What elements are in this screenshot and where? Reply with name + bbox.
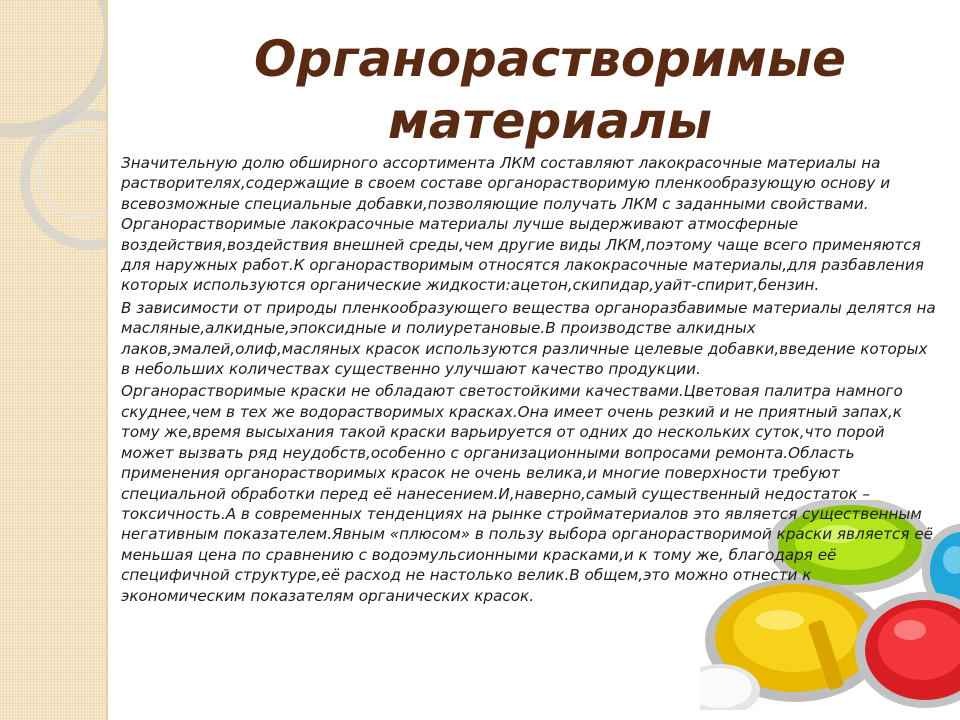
decorative-side-strip	[0, 0, 106, 720]
slide-title	[150, 28, 950, 152]
paragraph: Органорастворимые краски не обладают светостойкими качествами.Цветовая палитра намного скуднее,чем в тех же водорастворимых красках.Она имеет очень резкий и не приятный запах,к тому же,время высыхания такой краски варьируется от одних до нескольких суток,что порой может вызвать ряд неудобств,особенно с организационными вопросами ремонта.Область применения органорастворимых красок не очень велика,и многие поверхности требуют специальной обработки перед её нанесением.И,наверно,самый существенный недостаток – токсичность.А в современных тенденциях на рынке стройматериалов это является существенным негативным показателем.Явным «плюсом» в пользу выбора органорастворимой краски является её меньшая цена по сравнению с водоэмульсионными красками,и к тому же, благодаря её специфичной структуре,её расход не настолько велик.В общем,это можно отнести к экономическим показателям органических красок.	[121, 382, 934, 605]
paragraph: Значительную долю обширного ассортимента ЛКМ составляют лакокрасочные материалы на растворителях,содержащие в своем составе органорастворимую пленкообразующую основу и всевозможные специальные добавки,позволяющие получать ЛКМ с заданными свойствами. Органорастворимые лакокрасочные материалы лучше выдерживают атмосферные воздействия,воздействия внешней среды,чем другие виды ЛКМ,поэтому чаще всего применяются для наружных работ.К органорастворимым относятся лакокрасочные материалы,для разбавления которых используются органические жидкости:ацетон,скипидар,уайт-спирит,бензин.	[121, 154, 924, 295]
title-line-1: Органорастворимые	[253, 30, 847, 88]
paragraph: В зависимости от природы пленкообразующего вещества органоразбавимые материалы делятся на масляные,алкидные,эпоксидные и полиуретановые.В производстве алкидных лаков,эмалей,олиф,масляных красок используются различные целевые добавки,введение которых в небольших количествах существенно улучшают качество продукции.	[121, 298, 936, 379]
strip-divider	[106, 0, 108, 720]
title-line-2: материалы	[388, 92, 712, 150]
body-text	[121, 153, 936, 608]
